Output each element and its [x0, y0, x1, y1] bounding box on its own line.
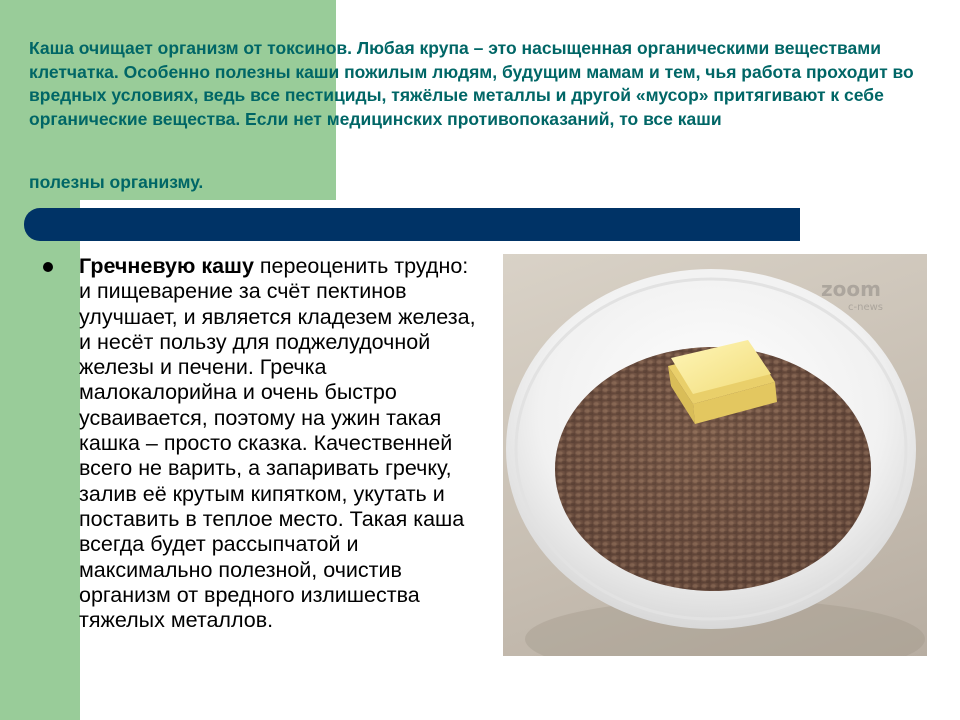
navy-divider-bar	[24, 208, 800, 241]
buckwheat-bowl-photo	[503, 254, 927, 656]
bowl-illustration	[503, 254, 927, 656]
buckwheat-lead: Гречневую кашу	[79, 254, 254, 278]
buckwheat-text: переоценить трудно: и пищеварение за счёт пектинов улучшает, и является кладезем железа, и несёт пользу для поджелудочной железы и печени. Гречка малокалорийна и очень быстро усваивается, поэтому на ужин такая кашка – просто сказка. Качественней всего не варить, а запаривать гречку, залив её крутым кипятком, укутать и поставить в теплое место. Такая каша всегда будет рассыпчатой и максимально полезной, очистив организм от вредного излишества тяжелых металлов.	[79, 254, 476, 633]
watermark-brand: zoom	[821, 277, 881, 301]
watermark-sub: c-news	[848, 302, 883, 313]
intro-last-line: полезны организму.	[29, 172, 204, 192]
buckwheat-paragraph	[79, 254, 479, 633]
bullet-dot-icon	[43, 262, 53, 272]
intro-paragraph: Каша очищает организм от токсинов. Любая крупа – это насыщенная органическими веществами клетчатка. Особенно полезны каши пожилым людям, будущим мамам и тем, чья работа проходит во вредных условиях, ведь все пестициды, тяжёлые металлы и другой «мусор» притягивают к себе органические вещества. Если нет медицинских противопоказаний, то все каши	[29, 38, 914, 129]
